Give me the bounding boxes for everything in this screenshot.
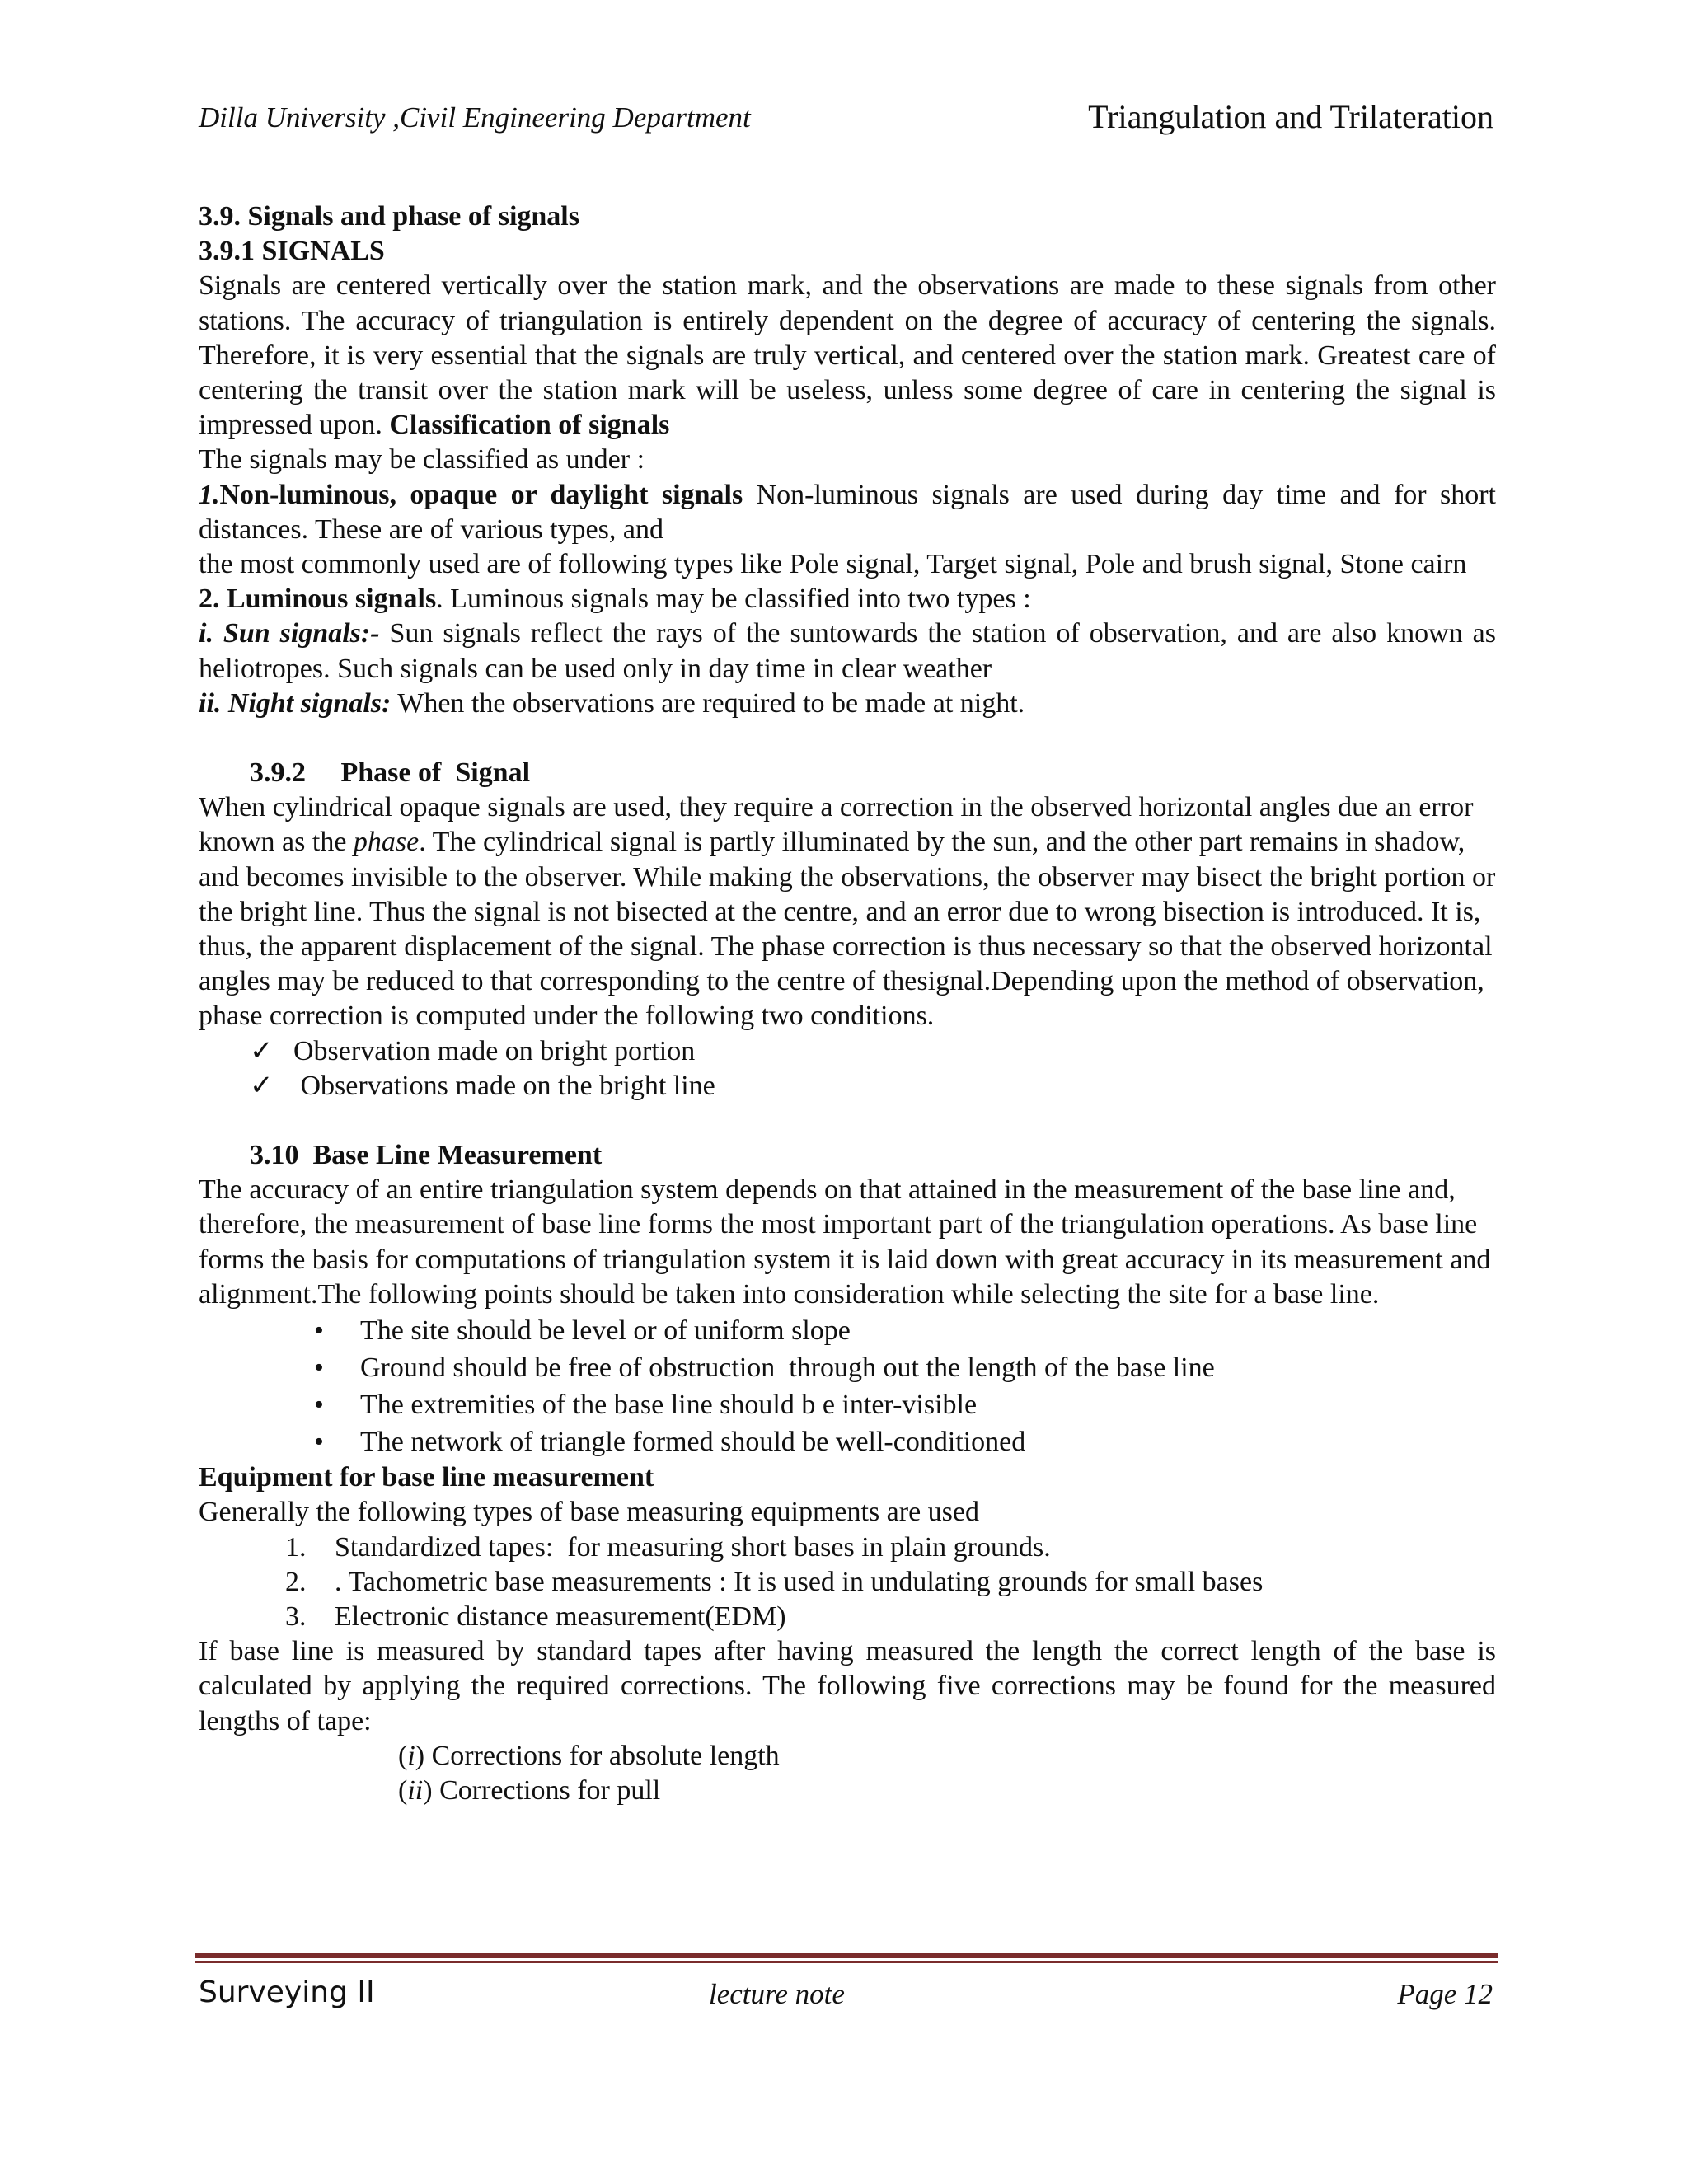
- header-chapter-title: Triangulation and Trilateration: [1088, 98, 1493, 135]
- criterion-text: Ground should be free of obstruction through out the length of the base line: [360, 1352, 1215, 1384]
- phase-text-b: . The cylindrical signal is partly illuminated by the sun, and the other part remains in shadow, and becomes invisible to the observer. While making the observations, the observer may bisect the bright portion or the bright line. Thus the signal is not bisected at the centre, and an error due to wrong bisection is introduced. It is, thus, the apparent displacement of the signal. The phase correction is thus necessary so that the observed horizontal angles may be reduced to that corresponding to the centre of thesignal.Depending upon the method of observation, phase correction is computed under the following two conditions.: [199, 827, 1496, 1032]
- list-item: [199, 1530, 1496, 1565]
- site-criteria-list: [199, 1312, 1496, 1460]
- bullet-icon: •: [314, 1390, 324, 1421]
- nonluminous-paragraph: [199, 478, 1496, 547]
- bullet-icon: •: [314, 1352, 324, 1384]
- night-signals-label: ii. Night signals:: [199, 687, 392, 719]
- equipment-text: Electronic distance measurement(EDM): [335, 1601, 786, 1632]
- luminous-label: 2. Luminous signals: [199, 583, 437, 615]
- section-heading-3-10: 3.10 Base Line Measurement: [250, 1140, 603, 1171]
- list-item: [199, 1349, 1496, 1386]
- luminous-paragraph: [199, 582, 1496, 616]
- checkmark-icon: ✓: [250, 1035, 274, 1066]
- nonluminous-types: the most commonly used are of following types like Pole signal, Target signal, Pole and brush signal, Stone cairn: [199, 549, 1467, 580]
- criterion-text: The site should be level or of uniform slope: [360, 1315, 851, 1347]
- signals-text: Signals are centered vertically over the station mark, and the observations are made to these signals from other stations. The accuracy of triangulation is entirely dependent on the degree of accuracy of centering the signals. Therefore, it is very essential that the signals are truly vertical, and centered over the station mark. Greatest care of centering the transit over the station mark will be useless, unless some degree of care in centering the signal is impressed upon.: [199, 270, 1496, 441]
- spacer: [199, 1104, 1496, 1138]
- equipment-intro: Generally the following types of base measuring equipments are used: [199, 1497, 980, 1528]
- classification-heading: Classification of signals: [389, 410, 670, 441]
- list-item: [199, 1034, 1496, 1069]
- classified-intro: The signals may be classified as under :: [199, 444, 645, 476]
- bullet-icon: •: [314, 1427, 324, 1458]
- spacer: [199, 721, 1496, 756]
- luminous-text: . Luminous signals may be classified into two types :: [436, 583, 1031, 615]
- sun-signals-paragraph: [199, 616, 1496, 686]
- list-item: [199, 1069, 1496, 1104]
- footer-doc-type: lecture note: [709, 1978, 845, 2010]
- list-item: [199, 1312, 1496, 1349]
- footer-page-number: Page 12: [1397, 1978, 1493, 2010]
- bullet-icon: •: [314, 1315, 324, 1347]
- checkmark-icon: ✓: [250, 1070, 274, 1101]
- roman-numeral: ii: [407, 1774, 424, 1806]
- equipment-text: Standardized tapes: for measuring short bases in plain grounds.: [335, 1531, 1051, 1563]
- list-item: [199, 1565, 1496, 1600]
- tape-paragraph: If base line is measured by standard tapes after having measured the length the correct length of the base is calculated by applying the required corrections. The following five corrections may be found for the measured lengths of tape:: [199, 1636, 1496, 1736]
- footer-divider-thick: [195, 1953, 1498, 1958]
- roman-numeral: i: [407, 1740, 415, 1771]
- phase-paragraph: [199, 790, 1496, 1033]
- sun-signals-label: i. Sun signals:-: [199, 618, 380, 649]
- corrections-list: [199, 1739, 1496, 1808]
- list-item: (i) Corrections for absolute length: [398, 1740, 780, 1771]
- nonluminous-text: Non-luminous signals are used during day time and for short distances. These are of various types, and: [199, 479, 1496, 545]
- baseline-paragraph: The accuracy of an entire triangulation system depends on that attained in the measurement of the base line and, therefore, the measurement of base line forms the most important part of the triangulation operations. As base line forms the basis for computations of triangulation system it is laid down with great accuracy in its measurement and alignment.The following points should be taken into consideration while selecting the site for a base line.: [199, 1174, 1491, 1310]
- condition-text: Observation made on bright portion: [293, 1035, 696, 1066]
- list-number: 1.: [285, 1531, 307, 1563]
- night-signals-paragraph: [199, 687, 1496, 721]
- condition-text: Observations made on the bright line: [293, 1070, 715, 1101]
- page-content: [199, 199, 1496, 1808]
- list-item: [199, 1600, 1496, 1634]
- subsection-heading-3-9-2: 3.9.2 Phase of Signal: [250, 757, 531, 789]
- signals-paragraph: [199, 269, 1496, 443]
- list-item: [199, 1386, 1496, 1423]
- criterion-text: The network of triangle formed should be well-conditioned: [360, 1427, 1026, 1458]
- footer-divider-thin: [195, 1961, 1498, 1963]
- subsection-heading-3-9-1: 3.9.1 SIGNALS: [199, 236, 385, 267]
- equipment-text: . Tachometric base measurements : It is used in undulating grounds for small bases: [335, 1566, 1264, 1597]
- phase-italic-word: phase: [353, 827, 420, 858]
- header-institution: Dilla University ,Civil Engineering Department: [199, 101, 751, 134]
- footer-course-name: Surveying II: [199, 1975, 375, 2009]
- nonluminous-label: Non-luminous, opaque or daylight signals: [219, 479, 743, 510]
- correction-text: Corrections for absolute length: [424, 1740, 780, 1771]
- nonluminous-number: 1.: [199, 479, 220, 510]
- list-item: (ii) Corrections for pull: [398, 1774, 661, 1806]
- criterion-text: The extremities of the base line should b e inter-visible: [360, 1390, 978, 1421]
- equipment-list: [199, 1530, 1496, 1635]
- list-number: 2.: [285, 1566, 307, 1597]
- correction-text: Corrections for pull: [432, 1774, 661, 1806]
- section-heading-3-9: 3.9. Signals and phase of signals: [199, 201, 579, 232]
- phase-text-a: When cylindrical opaque signals are used, they require a correction in the observed horizontal angles due an error known as the: [199, 792, 1474, 858]
- list-number: 3.: [285, 1601, 307, 1632]
- phase-conditions-list: [199, 1034, 1496, 1104]
- list-item: [199, 1423, 1496, 1460]
- equipment-heading: Equipment for base line measurement: [199, 1462, 654, 1493]
- night-signals-text: When the observations are required to be made at night.: [391, 687, 1025, 719]
- sun-signals-text: Sun signals reflect the rays of the suntowards the station of observation, and are also known as heliotropes. Such signals can be used only in day time in clear weather: [199, 618, 1496, 684]
